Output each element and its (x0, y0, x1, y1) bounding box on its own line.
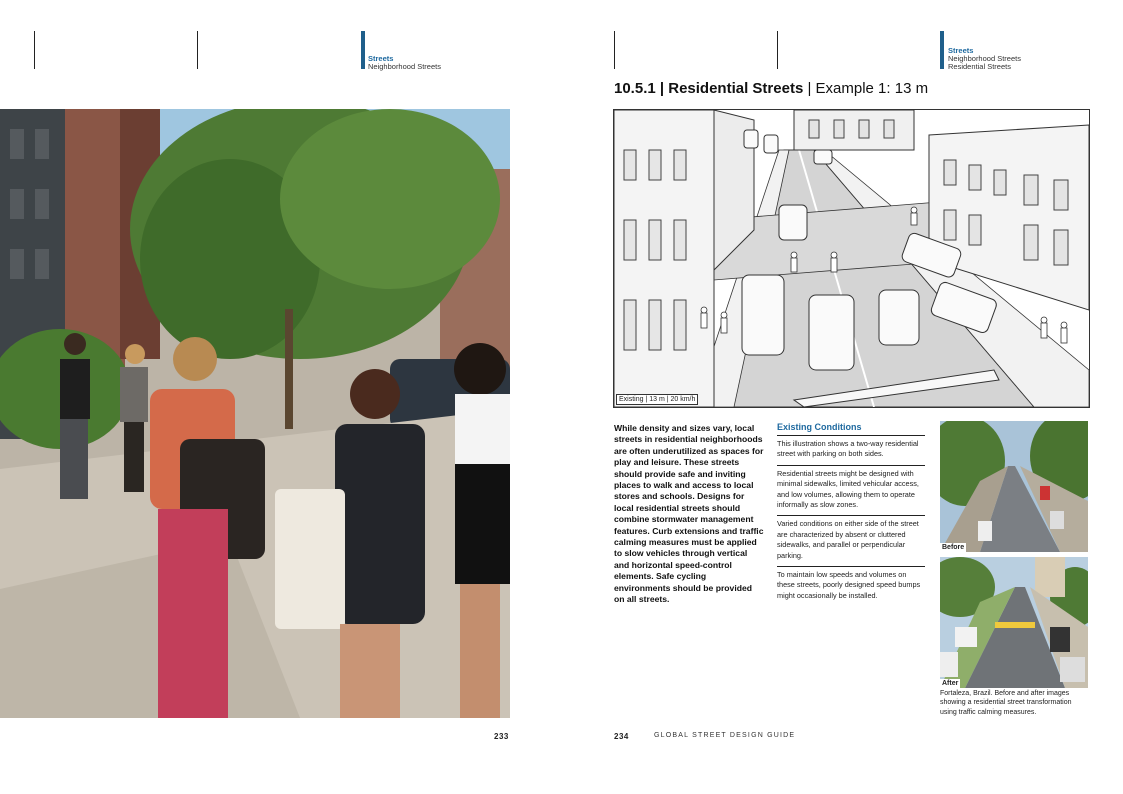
after-label: After (942, 680, 959, 687)
page-number-right: 234 (614, 732, 629, 741)
header-rule (777, 31, 778, 69)
running-header-subsubsection: Residential Streets (948, 62, 1011, 71)
section-title: 10.5.1 | Residential Streets (614, 80, 804, 97)
header-rule-accent (940, 31, 944, 69)
running-header-section: Streets (948, 46, 974, 55)
before-label: Before (942, 544, 965, 551)
running-header-subsection: Neighborhood Streets (948, 54, 1021, 63)
street-illustration (613, 109, 1090, 408)
illustration-tag: Existing | 13 m | 20 km/h (616, 394, 698, 405)
body-text: While density and sizes vary, local streets in residential neighborhoods are often underutilized as spaces for play and leisure. These streets should provide safe and inviting places to walk and access to local stores and schools. Designs for local residential streets should combine stormwater management features. Curb extensions and traffic calming measures must be applied to slow vehicles through vertical and horizontal speed-control elements. Safe cycling environments should be provided on all streets. (614, 423, 764, 605)
header-rule (197, 31, 198, 69)
page-number-left: 233 (494, 732, 509, 741)
header-rule (34, 31, 35, 69)
page-title (614, 80, 928, 97)
running-header-subsection: Neighborhood Streets (368, 62, 441, 71)
before-photo (940, 421, 1088, 552)
running-header-section: Streets (368, 54, 394, 63)
header-rule (614, 31, 615, 69)
condition-item: This illustration shows a two-way residential street with parking on both sides. (777, 436, 925, 466)
running-header-left (368, 55, 441, 71)
condition-item: To maintain low speeds and volumes on these streets, poorly designed speed bumps might occasionally be installed. (777, 570, 921, 600)
book-title: GLOBAL STREET DESIGN GUIDE (654, 732, 796, 739)
after-photo (940, 557, 1088, 688)
existing-conditions-heading: Existing Conditions (777, 422, 925, 436)
example-label: | Example 1: 13 m (807, 80, 929, 97)
running-header-right (948, 47, 1021, 71)
condition-item: Residential streets might be designed with minimal sidewalks, limited vehicular access, and low volumes, allowing them to operate informally as slow zones. (777, 466, 925, 517)
condition-item: Varied conditions on either side of the street are characterized by absent or cluttered sidewalks, and parallel or perpendicular parking. (777, 516, 925, 567)
photo-caption: Fortaleza, Brazil. Before and after images showing a residential street transformation using traffic calming measures. (940, 690, 1072, 716)
header-rule-accent (361, 31, 365, 69)
existing-conditions (777, 422, 925, 606)
street-photo (0, 109, 510, 718)
